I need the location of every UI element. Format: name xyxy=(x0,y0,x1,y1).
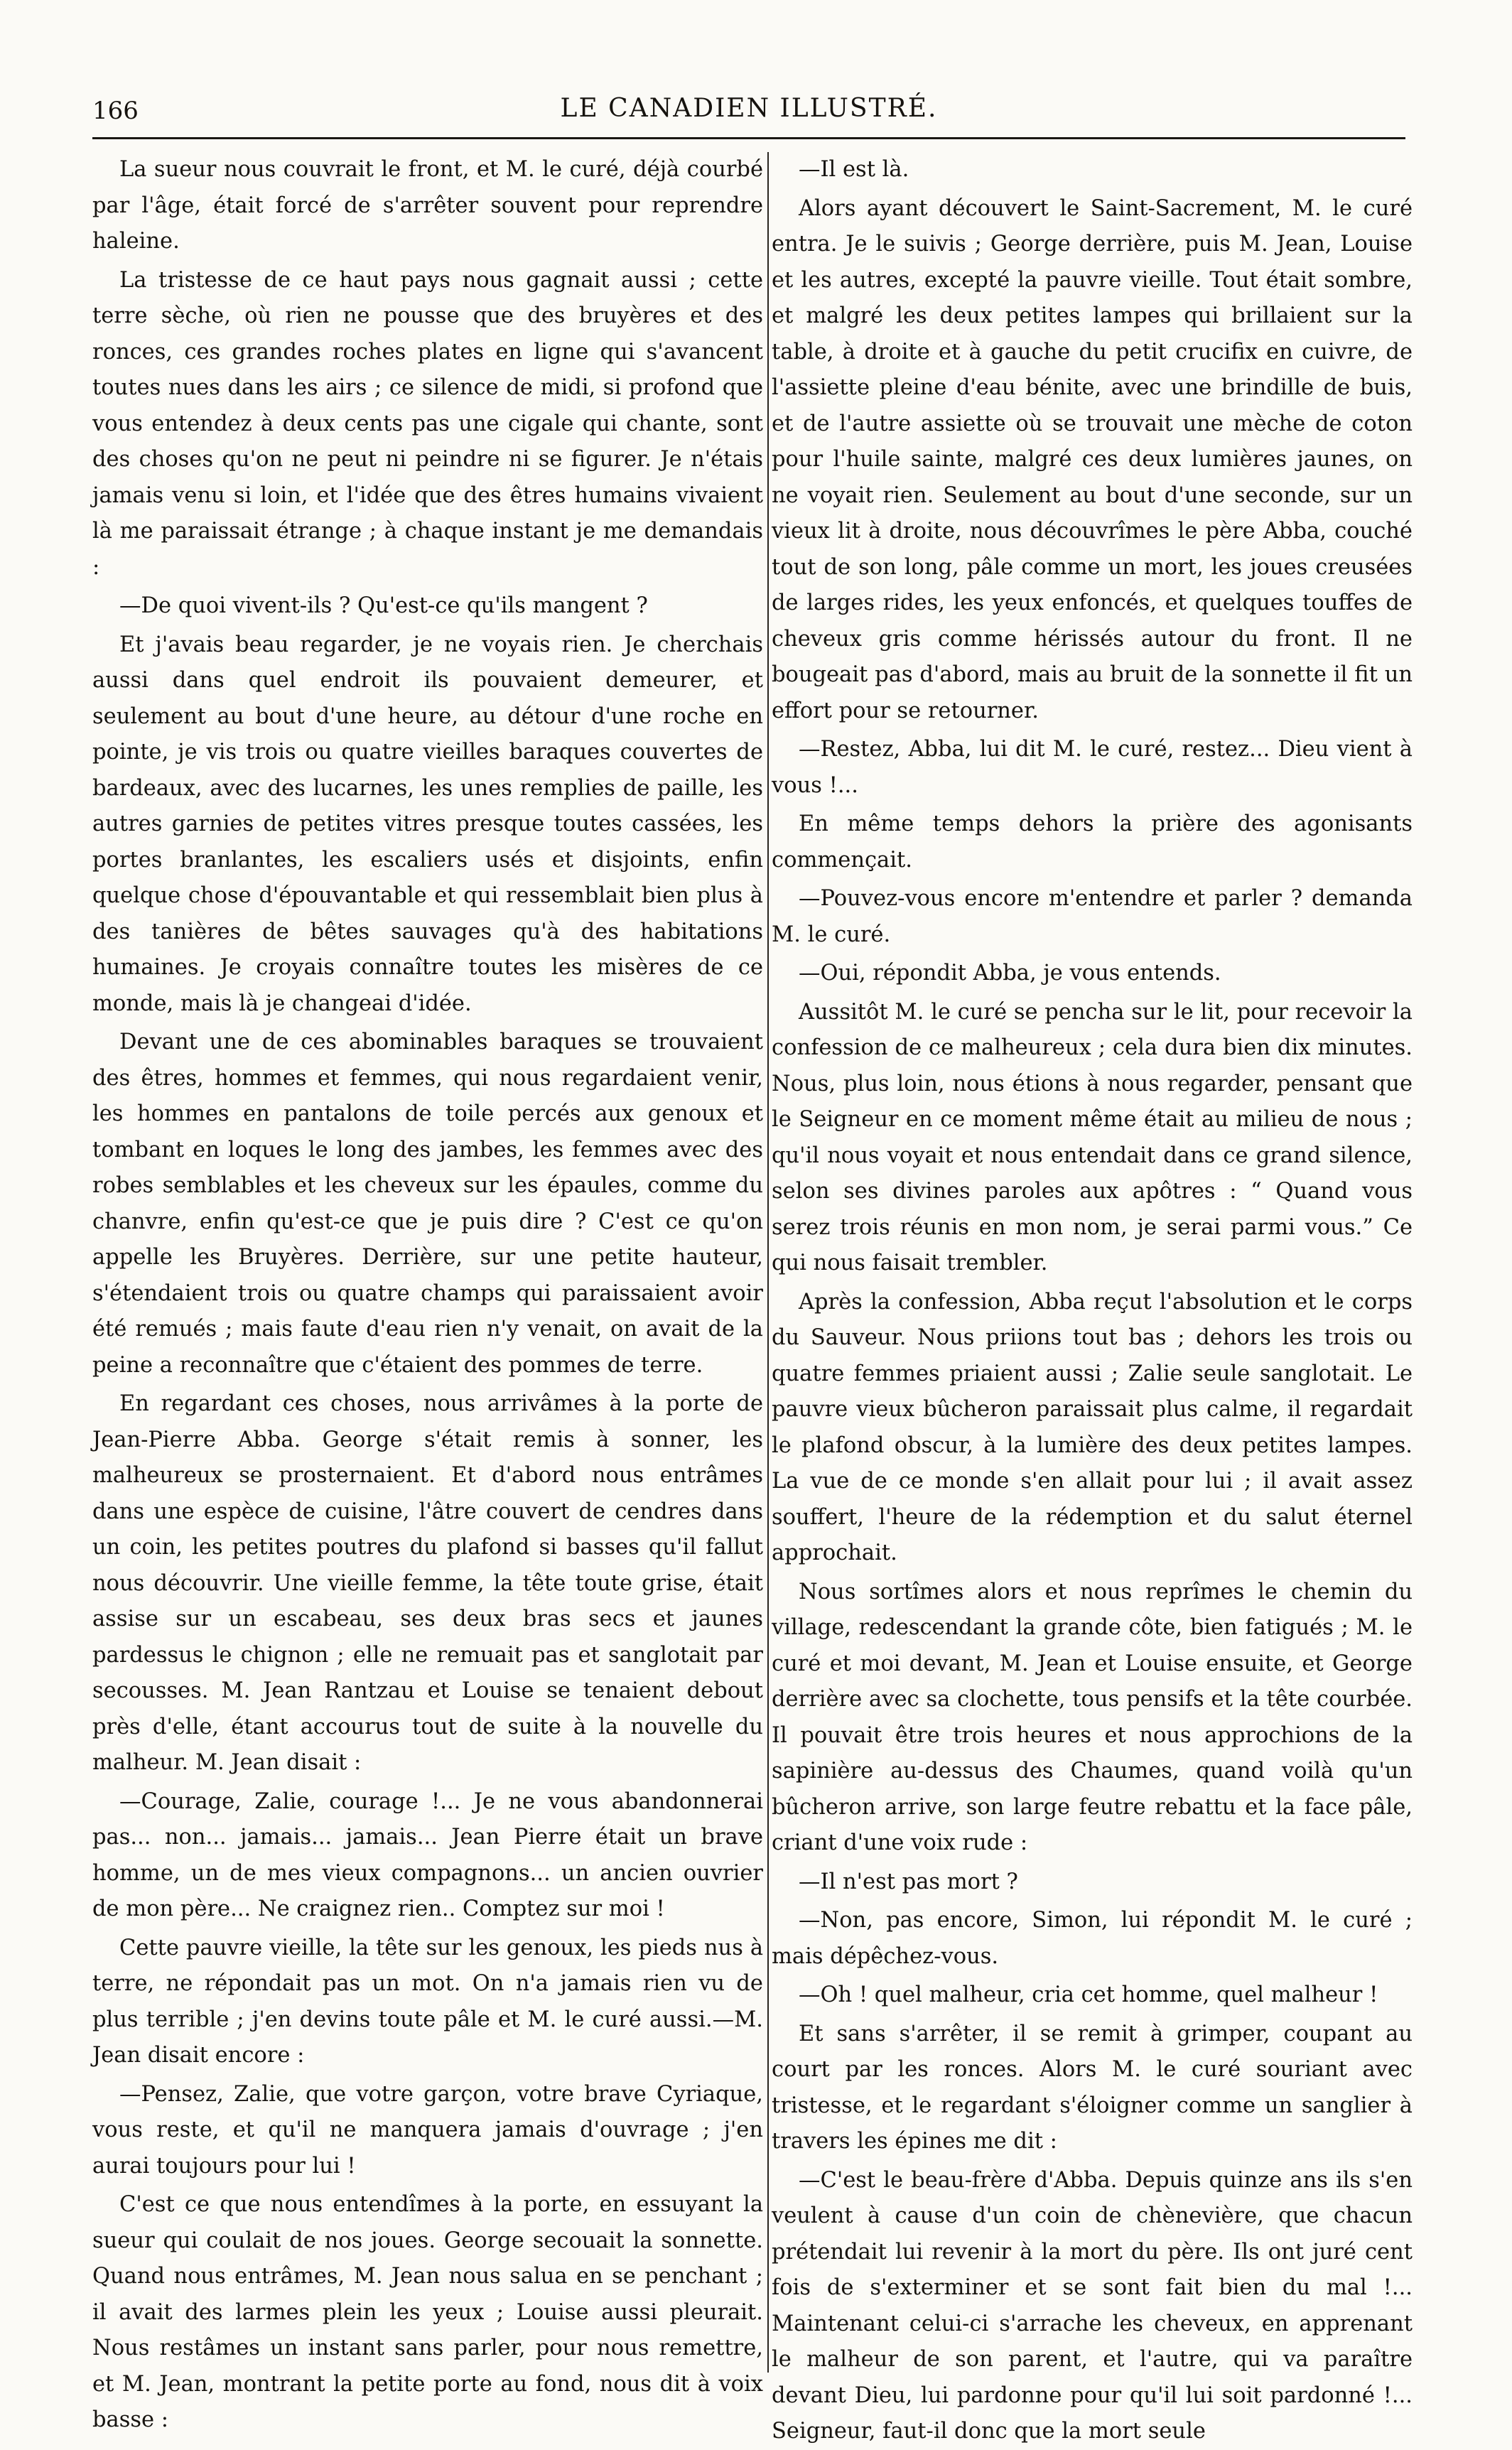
paragraph: C'est ce que nous entendîmes à la porte, en essuyant la sueur qui coulait de nos joues. George secouait la sonnette. Quand nous entrâmes, M. Jean nous salua en se penchant ; il avait des larmes plein les yeux ; Louise aussi pleurait. Nous restâmes un instant sans parler, pour nous remettre, et M. Jean, montrant la petite porte au fond, nous dit à voix basse : xyxy=(92,2192,763,2432)
column-divider xyxy=(767,152,769,2373)
paragraph: —Oui, répondit Abba, je vous entends. xyxy=(799,961,1221,986)
paragraph: —C'est le beau-frère d'Abba. Depuis quinze ans ils s'en veulent à cause d'un coin de chènevière, que chacun prétendait lui revenir à la mort du père. Ils ont juré cent fois de s'exterminer et se sont fait bien du mal !... Maintenant celui-ci s'arrache les cheveux, en apprenant le malheur de son parent, et l'autre, qui va paraître devant Dieu, lui pardonne pour qu'il lui soit pardonné !... Seigneur, faut-il donc que la mort seule xyxy=(772,2167,1413,2444)
paragraph: Devant une de ces abominables baraques se trouvaient des êtres, hommes et femmes, qui nous regardaient venir, les hommes en pantalons de toile percés aux genoux et tombant en loques le long des jambes, les femmes avec des robes semblables et les cheveux sur les épaules, comme du chanvre, enfin qu'est-ce que je puis dire ? C'est ce qu'on appelle les Bruyères. Derrière, sur une petite hauteur, s'étendaient trois ou quatre champs qui paraissaient avoir été remués ; mais faute d'eau rien n'y venait, on avait de la peine a reconnaître que c'étaient des pommes de terre. xyxy=(92,1030,763,1378)
paragraph: —Courage, Zalie, courage !... Je ne vous abandonnerai pas... non... jamais... jamais... Jean Pierre était un brave homme, un de mes vieux compagnons... un ancien ouvrier de mon père... Ne craignez rien.. Comptez sur moi ! xyxy=(92,1788,763,1921)
paragraph: Après la confession, Abba reçut l'absolution et le corps du Sauveur. Nous priions tout bas ; dehors les trois ou quatre femmes priaient aussi ; Zalie seule sanglotait. Le pauvre vieux bûcheron paraissait plus calme, il regardait le plafond obscur, à la lumière des deux petites lampes. La vue de ce monde s'en allait pour lui ; il avait assez souffert, l'heure de la rédemption et du salut éternel approchait. xyxy=(772,1289,1413,1565)
paragraph: En regardant ces choses, nous arrivâmes à la porte de Jean-Pierre Abba. George s'était remis à sonner, les malheureux se prosternaient. Et d'abord nous entrâmes dans une espèce de cuisine, l'âtre couvert de cendres dans un coin, les petites poutres du plafond si basses qu'il fallut nous découvrir. Une vieille femme, la tête toute grise, était assise sur un escabeau, ses deux bras secs et jaunes pardessus le chignon ; elle ne remuait pas et sanglotait par secousses. M. Jean Rantzau et Louise se tenaient debout près d'elle, étant accourus tout de suite à la nouvelle du malheur. M. Jean disait : xyxy=(92,1391,763,1775)
paragraph: Alors ayant découvert le Saint-Sacrement, M. le curé entra. Je le suivis ; George derrière, puis M. Jean, Louise et les autres, excepté la pauvre vieille. Tout était sombre, et malgré les deux petites lampes qui brillaient sur la table, à droite et à gauche du petit crucifix en cuivre, de l'assiette pleine d'eau bénite, avec une brindille de buis, et de l'autre assiette où se trouvait une mèche de coton pour l'huile sainte, malgré ces deux lumières jaunes, on ne voyait rien. Seulement au bout d'une seconde, sur un vieux lit à droite, nous découvrîmes le père Abba, couché tout de son long, pâle comme un mort, les joues creusées de larges rides, les yeux enfoncés, et quelques touffes de cheveux gris comme hérissés autour du front. Il ne bougeait pas d'abord, mais au bruit de la sonnette il fit un effort pour se retourner. xyxy=(772,195,1413,723)
paragraph: —Non, pas encore, Simon, lui répondit M. le curé ; mais dépêchez-vous. xyxy=(772,1908,1413,1969)
paragraph: —Pensez, Zalie, que votre garçon, votre brave Cyriaque, vous reste, et qu'il ne manquera jamais d'ouvrage ; j'en aurai toujours pour lui ! xyxy=(92,2081,763,2179)
paragraph: La sueur nous couvrait le front, et M. le curé, déjà courbé par l'âge, était forcé de s'arrêter souvent pour reprendre haleine. xyxy=(92,157,763,254)
paragraph: —Il est là. xyxy=(799,157,909,182)
paragraph: —Pouvez-vous encore m'entendre et parler ? demanda M. le curé. xyxy=(772,886,1413,947)
paragraph: Nous sortîmes alors et nous reprîmes le chemin du village, redescendant la grande côte, bien fatigués ; M. le curé et moi devant, M. Jean et Louise ensuite, et George derrière avec sa clochette, tous pensifs et la tête courbée. Il pouvait être trois heures et nous approchions de la sapinière au-dessus des Chaumes, quand voilà qu'un bûcheron arrive, son large feutre rebattu et la face pâle, criant d'une voix rude : xyxy=(772,1579,1413,1855)
paragraph: La tristesse de ce haut pays nous gagnait aussi ; cette terre sèche, où rien ne pousse que des bruyères et des ronces, ces grandes roches plates en ligne qui s'avancent toutes nues dans les airs ; ce silence de midi, si profond que vous entendez à deux cents pas une cigale qui chante, sont des choses qu'on ne peut ni peindre ni se figurer. Je n'étais jamais venu si loin, et l'idée que des êtres humains vivaient là me paraissait étrange ; à chaque instant je me demandais : xyxy=(92,267,763,580)
paragraph: Aussitôt M. le curé se pencha sur le lit, pour recevoir la confession de ce malheureux ; cela dura bien dix minutes. Nous, plus loin, nous étions à nous regarder, pensant que le Seigneur en ce moment même était au milieu de nous ; qu'il nous voyait et nous entendait dans ce grand silence, selon ses divines paroles aux apôtres : “ Quand vous serez trois réunis en mon nom, je serai parmi vous.” Ce qui nous faisait trembler. xyxy=(772,999,1413,1275)
page-number: 166 xyxy=(92,97,139,125)
left-column xyxy=(92,152,763,2432)
paragraph: Et j'avais beau regarder, je ne voyais rien. Je cherchais aussi dans quel endroit ils pouvaient demeurer, et seulement au bout d'une heure, au détour d'une roche en pointe, je vis trois ou quatre vieilles baraques couvertes de bardeaux, avec des lucarnes, les unes remplies de paille, les autres garnies de petites vitres presque toutes cassées, les portes branlantes, les escaliers usés et disjoints, enfin quelque chose d'épouvantable et qui ressemblait bien plus à des tanières de bêtes sauvages qu'à des habitations humaines. Je croyais connaître toutes les misères de ce monde, mais là je changeai d'idée. xyxy=(92,632,763,1016)
right-column xyxy=(772,152,1413,2444)
paragraph: —De quoi vivent-ils ? Qu'est-ce qu'ils mangent ? xyxy=(119,593,648,618)
paragraph: —Oh ! quel malheur, cria cet homme, quel malheur ! xyxy=(799,1982,1378,2007)
paragraph: En même temps dehors la prière des agonisants commençait. xyxy=(772,811,1413,873)
paragraph: Cette pauvre vieille, la tête sur les genoux, les pieds nus à terre, ne répondait pas un mot. On n'a jamais rien vu de plus terrible ; j'en devins toute pâle et M. le curé aussi.—M. Jean disait encore : xyxy=(92,1935,763,2068)
paragraph: —Il n'est pas mort ? xyxy=(799,1869,1018,1894)
journal-title: LE CANADIEN ILLUSTRÉ. xyxy=(560,94,938,123)
running-head xyxy=(92,92,1405,135)
paragraph: —Restez, Abba, lui dit M. le curé, restez... Dieu vient à vous !... xyxy=(772,737,1413,798)
header-rule xyxy=(92,137,1405,139)
paragraph: Et sans s'arrêter, il se remit à grimper, coupant au court par les ronces. Alors M. le curé souriant avec tristesse, et le regardant s'éloigner comme un sanglier à travers les épines me dit : xyxy=(772,2021,1413,2154)
